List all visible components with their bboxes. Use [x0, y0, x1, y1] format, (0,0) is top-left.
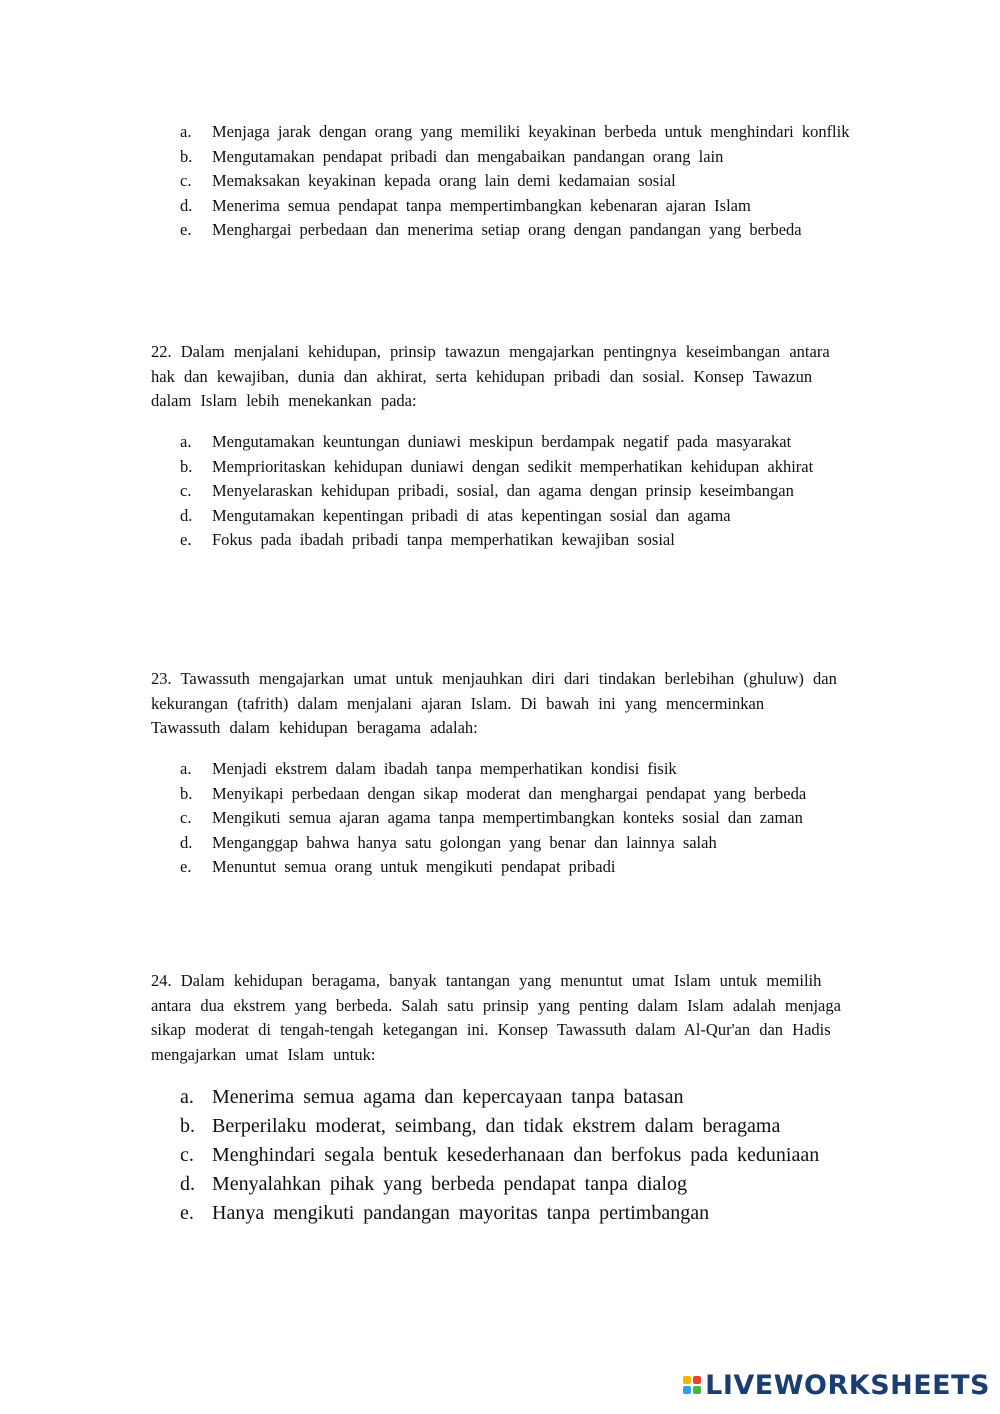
option-text: Mengutamakan pendapat pribadi dan mengabaikan pandangan orang lain — [212, 146, 724, 166]
q23-option-c[interactable] — [180, 806, 850, 831]
option-text: Menyikapi perbedaan dengan sikap moderat dan menghargai pendapat yang berbeda — [212, 783, 807, 803]
logo-square-icon — [683, 1386, 691, 1394]
option-text: Mengutamakan kepentingan pribadi di atas kepentingan sosial dan agama — [212, 505, 731, 525]
option-text: Menerima semua agama dan kepercayaan tanpa batasan — [212, 1086, 684, 1108]
q23-option-e[interactable] — [180, 855, 850, 880]
option-text: Hanya mengikuti pandangan mayoritas tanpa pertimbangan — [212, 1202, 710, 1224]
q23-option-a[interactable] — [180, 757, 850, 782]
q21-option-a[interactable] — [180, 120, 850, 145]
q24-option-c[interactable] — [180, 1141, 850, 1170]
option-text: Menjaga jarak dengan orang yang memiliki keyakinan berbeda untuk menghindari konflik — [212, 122, 850, 141]
logo-square-icon — [683, 1376, 691, 1384]
q22-option-c[interactable] — [180, 479, 850, 504]
option-letter: e. — [180, 530, 192, 549]
option-letter: b. — [180, 146, 193, 166]
option-text: Mengutamakan keuntungan duniawi meskipun berdampak negatif pada masyarakat — [212, 432, 792, 451]
q23-option-b[interactable] — [180, 782, 850, 807]
option-letter: b. — [180, 783, 193, 803]
option-letter: d. — [180, 195, 193, 215]
logo-square-icon — [693, 1376, 701, 1384]
q22-options — [180, 430, 850, 553]
option-letter: c. — [180, 481, 192, 500]
option-text: Menjadi ekstrem dalam ibadah tanpa memperhatikan kondisi fisik — [212, 759, 677, 778]
option-letter: a. — [180, 432, 192, 451]
liveworksheets-logo[interactable] — [683, 1368, 990, 1402]
q24-option-d[interactable] — [180, 1170, 850, 1199]
option-letter: b. — [180, 1115, 195, 1137]
option-text: Menyalahkan pihak yang berbeda pendapat tanpa dialog — [212, 1173, 687, 1195]
option-text: Menghargai perbedaan dan menerima setiap orang dengan pandangan yang berbeda — [212, 220, 802, 239]
option-letter: d. — [180, 832, 193, 852]
option-text: Menyelaraskan kehidupan pribadi, sosial, dan agama dengan prinsip keseimbangan — [212, 481, 794, 500]
q24-option-a[interactable] — [180, 1083, 850, 1112]
option-text: Menghindari segala bentuk kesederhanaan dan berfokus pada keduniaan — [212, 1144, 820, 1166]
option-text: Mengikuti semua ajaran agama tanpa mempertimbangkan konteks sosial dan zaman — [212, 808, 803, 827]
option-text: Menuntut semua orang untuk mengikuti pendapat pribadi — [212, 857, 616, 876]
option-text: Memaksakan keyakinan kepada orang lain demi kedamaian sosial — [212, 171, 676, 190]
option-letter: a. — [180, 759, 192, 778]
option-text: Menerima semua pendapat tanpa mempertimbangkan kebenaran ajaran Islam — [212, 195, 751, 215]
q22-option-e[interactable] — [180, 528, 850, 553]
option-letter: c. — [180, 808, 192, 827]
q24-options — [180, 1083, 850, 1228]
q24-option-b[interactable] — [180, 1112, 850, 1141]
option-letter: e. — [180, 220, 192, 239]
option-letter: e. — [180, 857, 192, 876]
q21-option-c[interactable] — [180, 169, 850, 194]
option-letter: c. — [180, 171, 192, 190]
q24-option-e[interactable] — [180, 1199, 850, 1228]
q23-option-d[interactable] — [180, 831, 850, 856]
q22-stem: 22. Dalam menjalani kehidupan, prinsip tawazun mengajarkan pentingnya keseimbangan antara hak dan kewajiban, dunia dan akhirat, serta kehidupan pribadi dan sosial. Konsep Tawazun dalam Islam lebih menekankan pada: — [151, 342, 830, 410]
option-letter: c. — [180, 1144, 194, 1166]
logo-square-icon — [693, 1386, 701, 1394]
option-letter: b. — [180, 456, 193, 476]
q21-option-e[interactable] — [180, 218, 850, 243]
q23-stem: 23. Tawassuth mengajarkan umat untuk menjauhkan diri dari tindakan berlebihan (ghuluw) dan kekurangan (tafrith) dalam menjalani ajaran Islam. Di bawah ini yang mencerminkan Tawassuth dalam kehidupan beragama adalah: — [151, 669, 837, 737]
option-text: Memprioritaskan kehidupan duniawi dengan sedikit memperhatikan kehidupan akhirat — [212, 456, 814, 476]
option-letter: e. — [180, 1202, 194, 1224]
liveworksheets-logo-icon — [683, 1376, 701, 1394]
option-letter: a. — [180, 122, 192, 141]
logo-text: LIVEWORKSHEETS — [705, 1369, 990, 1401]
q22-option-b[interactable] — [180, 455, 850, 480]
q22-option-a[interactable] — [180, 430, 850, 455]
option-text: Menganggap bahwa hanya satu golongan yang benar dan lainnya salah — [212, 832, 717, 852]
option-letter: a. — [180, 1086, 194, 1108]
q22-option-d[interactable] — [180, 504, 850, 529]
option-letter: d. — [180, 505, 193, 525]
option-text: Fokus pada ibadah pribadi tanpa memperhatikan kewajiban sosial — [212, 530, 675, 549]
q21-option-b[interactable] — [180, 145, 850, 170]
q21-options — [180, 120, 850, 243]
q23-options — [180, 757, 850, 880]
option-text: Berperilaku moderat, seimbang, dan tidak ekstrem dalam beragama — [212, 1115, 781, 1137]
q24-stem: 24. Dalam kehidupan beragama, banyak tantangan yang menuntut umat Islam untuk memilih antara dua ekstrem yang berbeda. Salah satu prinsip yang penting dalam Islam adalah menjaga sikap moderat di tengah-tengah ketegangan ini. Konsep Tawassuth dalam Al-Qur'an dan Hadis mengajarkan umat Islam untuk: — [151, 971, 841, 1064]
option-letter: d. — [180, 1173, 195, 1195]
q21-option-d[interactable] — [180, 194, 850, 219]
